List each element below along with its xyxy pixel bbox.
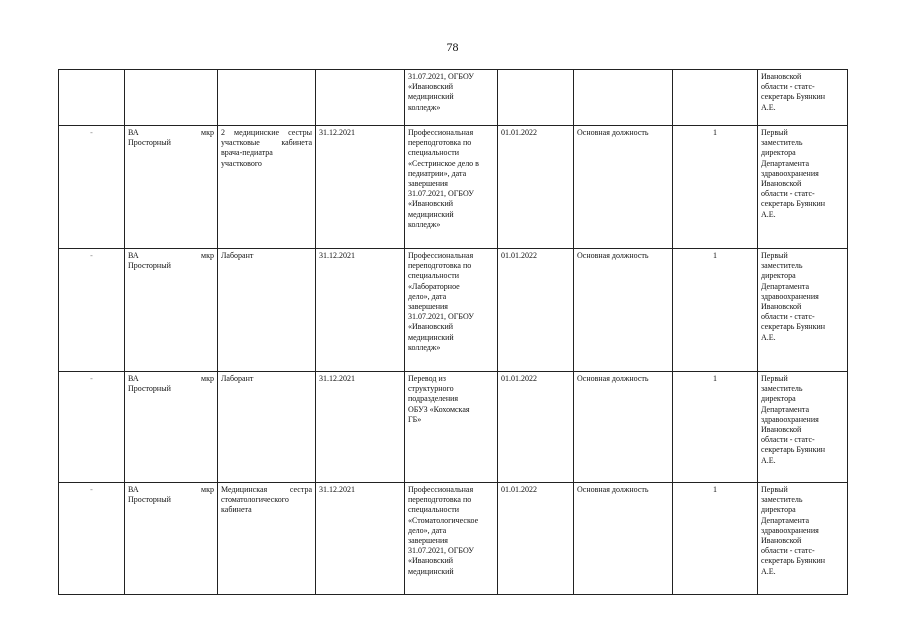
row-number-cell: -	[59, 126, 125, 249]
row-number-cell: -	[59, 249, 125, 372]
approver-cell: Первый заместитель директора Департамента здравоохранения Ивановской области - статс- секретарь Буянкин А.Е.	[758, 372, 848, 483]
location-name: Просторный	[128, 261, 171, 271]
basis-cell: Профессиональная переподготовка по специальности «Лабораторное дело», дата завершения 31.07.2021, ОГБОУ «Ивановский медицинский колледж»	[405, 249, 498, 372]
start-date-cell: 01.01.2022	[498, 372, 574, 483]
location-prefix: ВА	[128, 374, 139, 383]
start-date-cell: 01.01.2022	[498, 483, 574, 595]
kind-cell	[574, 70, 673, 126]
basis-cell: Профессиональная переподготовка по специальности «Сестринское дело в педиатрии», дата завершения 31.07.2021, ОГБОУ «Ивановский медицинский колледж»	[405, 126, 498, 249]
position-cell	[218, 372, 316, 483]
row-number-cell	[59, 70, 125, 126]
basis-cell: Профессиональная переподготовка по специальности «Стоматологическое дело», дата завершения 31.07.2021, ОГБОУ «Ивановский медицинский	[405, 483, 498, 595]
rate-cell: 1	[673, 372, 758, 483]
location-cell	[125, 70, 218, 126]
approver-cell: Первый заместитель директора Департамента здравоохранения Ивановской области - статс- секретарь Буянкин А.Е.	[758, 483, 848, 595]
kind-cell: Основная должность	[574, 372, 673, 483]
table-row	[59, 483, 848, 595]
location-cell	[125, 483, 218, 595]
location-prefix: ВА	[128, 128, 139, 137]
row-number-cell: -	[59, 372, 125, 483]
kind-cell: Основная должность	[574, 249, 673, 372]
basis-cell: Перевод из структурного подразделения ОБУЗ «Кохомская ГБ»	[405, 372, 498, 483]
position-cell	[218, 70, 316, 126]
start-date-cell: 01.01.2022	[498, 126, 574, 249]
location-name: Просторный	[128, 495, 171, 505]
date-cell: 31.12.2021	[316, 483, 405, 595]
position-cell	[218, 483, 316, 595]
location-prefix: ВА	[128, 485, 139, 494]
date-cell: 31.12.2021	[316, 372, 405, 483]
rate-cell	[673, 70, 758, 126]
location-type: мкр	[201, 251, 214, 260]
approver-cell: Первый заместитель директора Департамента здравоохранения Ивановской области - статс- секретарь Буянкин А.Е.	[758, 249, 848, 372]
rate-cell: 1	[673, 126, 758, 249]
approver-cell: Первый заместитель директора Департамента здравоохранения Ивановской области - статс- секретарь Буянкин А.Е.	[758, 126, 848, 249]
kind-cell: Основная должность	[574, 483, 673, 595]
approver-cell: Ивановской области - статс- секретарь Буянкин А.Е.	[758, 70, 848, 126]
position-text: Медицинская сестра стоматологического кабинета	[221, 485, 312, 515]
position-cell	[218, 249, 316, 372]
location-type: мкр	[201, 485, 214, 494]
position-text: Лаборант	[221, 251, 254, 260]
start-date-cell: 01.01.2022	[498, 249, 574, 372]
location-cell	[125, 126, 218, 249]
table-row	[59, 126, 848, 249]
location-name: Просторный	[128, 384, 171, 394]
location-cell	[125, 372, 218, 483]
table-body	[59, 70, 848, 595]
kind-cell: Основная должность	[574, 126, 673, 249]
table-row	[59, 70, 848, 126]
date-cell: 31.12.2021	[316, 126, 405, 249]
position-cell	[218, 126, 316, 249]
table-row	[59, 249, 848, 372]
row-number-cell: -	[59, 483, 125, 595]
location-prefix: ВА	[128, 251, 139, 260]
location-type: мкр	[201, 374, 214, 383]
location-type: мкр	[201, 128, 214, 137]
date-cell: 31.12.2021	[316, 249, 405, 372]
location-cell	[125, 249, 218, 372]
position-text: Лаборант	[221, 374, 254, 383]
rate-cell: 1	[673, 483, 758, 595]
basis-cell: 31.07.2021, ОГБОУ «Ивановский медицинский колледж»	[405, 70, 498, 126]
staff-table	[58, 69, 848, 595]
start-date-cell	[498, 70, 574, 126]
page-number: 78	[446, 40, 459, 54]
rate-cell: 1	[673, 249, 758, 372]
position-text: 2 медицинские сестры участковые кабинета врача-педиатра участкового	[221, 128, 312, 168]
date-cell	[316, 70, 405, 126]
table-row	[59, 372, 848, 483]
location-name: Просторный	[128, 138, 171, 148]
